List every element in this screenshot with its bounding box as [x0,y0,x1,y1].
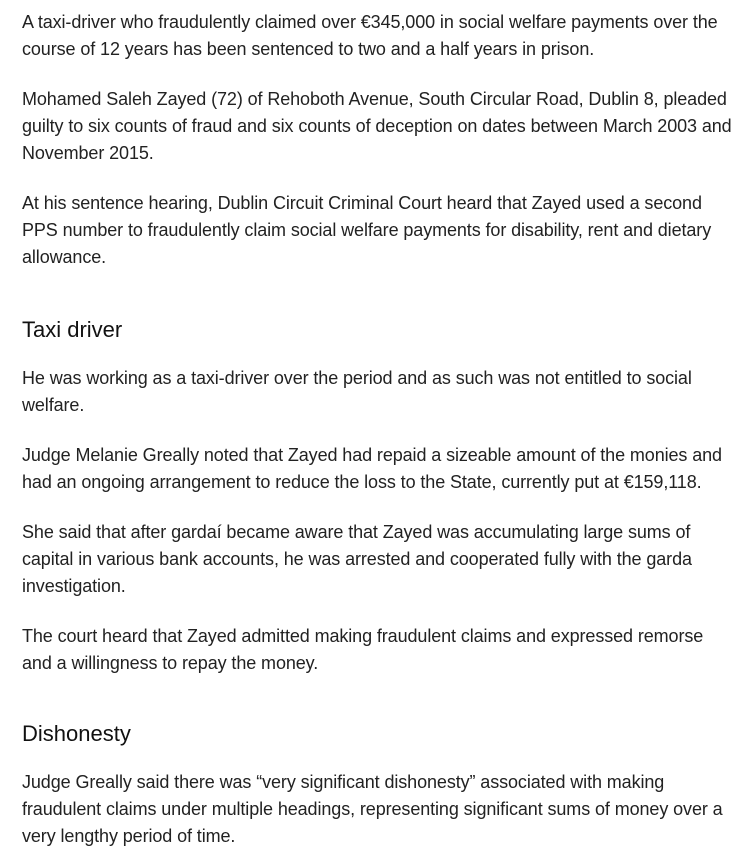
article-paragraph-8: Judge Greally said there was “very significant dishonesty” associated with making fraudulent claims under multiple headings, representing significant sums of money over a very lengthy period of time. [22,772,723,846]
article-paragraph-6: She said that after gardaí became aware that Zayed was accumulating large sums of capital in various bank accounts, he was arrested and cooperated fully with the garda investigation. [22,522,692,596]
article-paragraph-5: Judge Melanie Greally noted that Zayed had repaid a sizeable amount of the monies and had an ongoing arrangement to reduce the loss to the State, currently put at €159,118. [22,445,722,492]
section-heading-taxi-driver: Taxi driver [22,317,123,342]
section-heading-dishonesty: Dishonesty [22,721,131,746]
article-paragraph-3: At his sentence hearing, Dublin Circuit Criminal Court heard that Zayed used a second PPS number to fraudulently claim social welfare payments for disability, rent and dietary allowance. [22,193,712,267]
article-paragraph-4: He was working as a taxi-driver over the period and as such was not entitled to social welfare. [22,368,692,415]
article-paragraph-7: The court heard that Zayed admitted making fraudulent claims and expressed remorse and a willingness to repay the money. [22,626,704,673]
article-paragraph-2: Mohamed Saleh Zayed (72) of Rehoboth Avenue, South Circular Road, Dublin 8, pleaded guilty to six counts of fraud and six counts of deception on dates between March 2003 and November 2015. [22,89,732,163]
article-paragraph-1: A taxi-driver who fraudulently claimed over €345,000 in social welfare payments over the course of 12 years has been sentenced to two and a half years in prison. [22,12,718,59]
